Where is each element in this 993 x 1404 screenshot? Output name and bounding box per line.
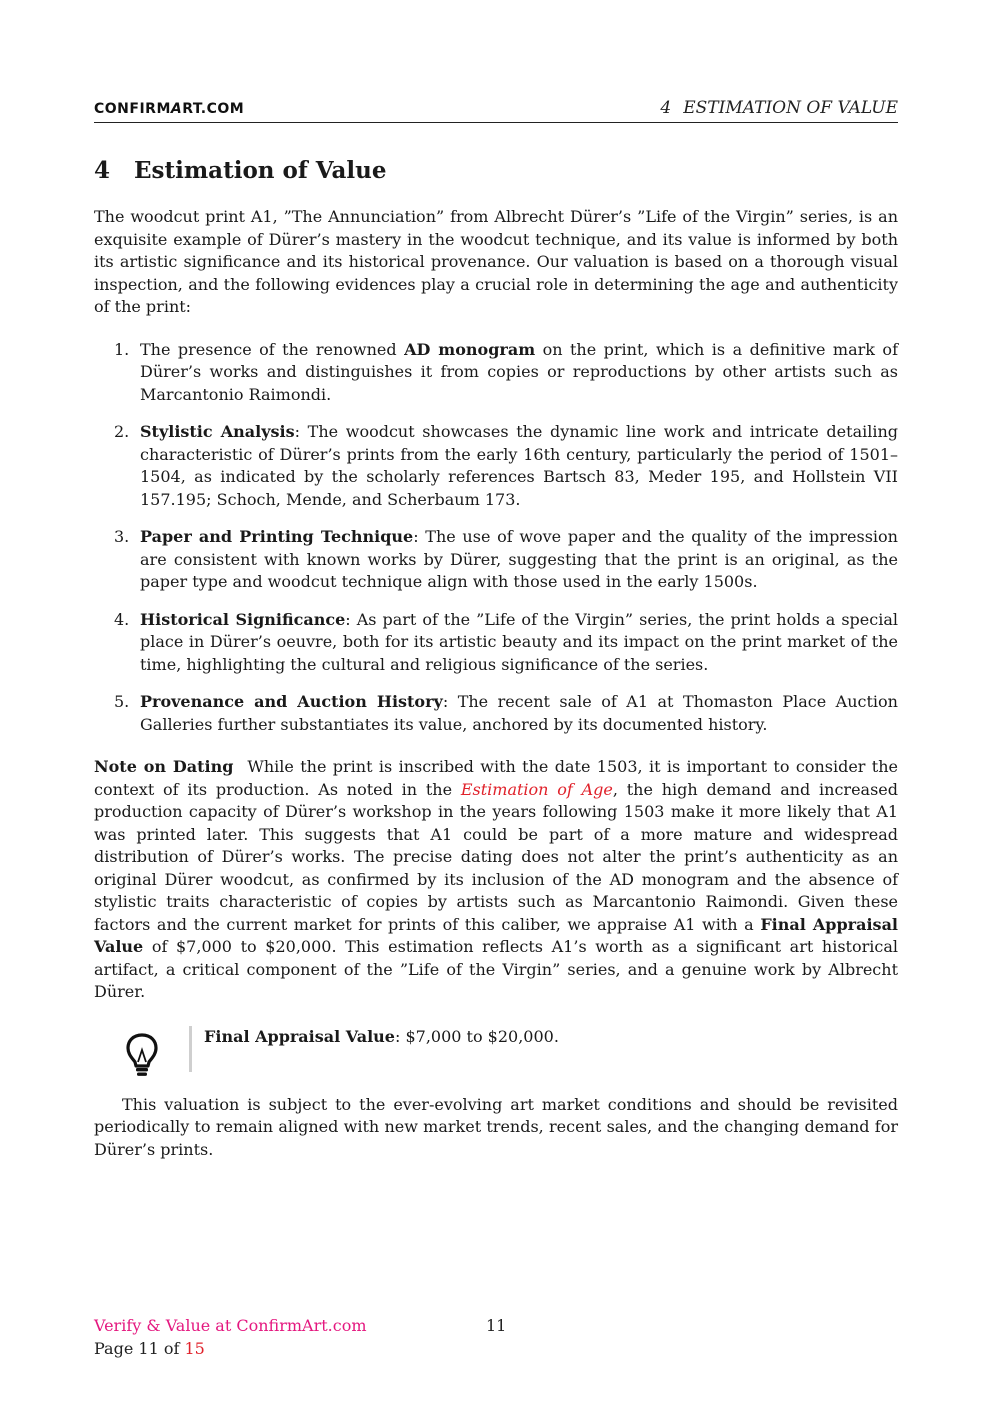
section-number: 4 xyxy=(94,157,111,184)
list-item xyxy=(94,609,898,677)
note-bold-term: Final Appraisal Value xyxy=(94,914,899,956)
running-head xyxy=(660,98,898,118)
evidence-list xyxy=(94,339,898,737)
footer-page-number: 11 xyxy=(486,1316,507,1335)
page-header xyxy=(94,98,898,123)
list-item xyxy=(94,526,898,594)
closing-paragraph: This valuation is subject to the ever-evolving art market conditions and should be revisited periodically to remain aligned with new market trends, recent sales, and the changing demand for Dürer’s prints. xyxy=(94,1094,898,1159)
callout-text xyxy=(204,1026,559,1049)
list-item xyxy=(94,421,898,511)
list-item-number: 2. xyxy=(114,422,130,441)
note-text: , the high demand and increased production capacity of Dürer’s workshop in the years following 1503 make it more likely that A1 was printed later. This suggests that A1 could be part of a more mature and widespread distribution of Dürer’s works. The precise dating does not alter the print’s authenticity as an original Dürer woodcut, as confirmed by its inclusion of the AD monogram and the absence of stylistic traits characteristic of copies by artists such as Marcantonio Raimondi. Given these factors and the current market for prints of this caliber, we appraise A1 with a xyxy=(94,779,899,934)
note-paragraph xyxy=(94,756,898,1004)
list-item-number: 3. xyxy=(114,527,130,546)
list-item-bold-term: Paper and Printing Technique xyxy=(140,527,414,546)
callout-label: Final Appraisal Value xyxy=(204,1026,395,1046)
footer-page-count xyxy=(94,1339,205,1358)
note-text: While the print is inscribed with the date 1503, it is important to consider the context of its production. As noted in the xyxy=(94,757,899,799)
logo-text-a: A xyxy=(170,101,183,117)
list-item-text: on the print, which is a definitive mark of Dürer’s works and distinguishes it from copies or reproductions by other artists such as Marcantonio Raimondi. xyxy=(140,339,898,404)
list-item-bold-term: AD monogram xyxy=(404,339,536,359)
section-title: Estimation of Value xyxy=(134,157,387,184)
list-item xyxy=(94,691,898,736)
logo-text-suffix: RT.COM xyxy=(182,101,245,117)
callout-value: : $7,000 to $20,000. xyxy=(394,1026,559,1046)
page-count-prefix: Page 11 of xyxy=(94,1339,185,1358)
list-item-number: 1. xyxy=(114,339,130,359)
list-item-text: : The woodcut showcases the dynamic line work and intricate detailing characteristic of Dürer’s prints from the early 16th century, particularly the period of 1501–1504, as indicated by the scholarly references Bartsch 83, Meder 195, and Hollstein VII 157.195; Schoch, Mende, and Scherbaum 173. xyxy=(140,422,899,509)
list-item-text: : As part of the ”Life of the Virgin” series, the print holds a special place in Dürer’s oeuvre, both for its artistic beauty and its impact on the print market of the time, highlighting the cultural and religious significance of the series. xyxy=(140,609,899,674)
list-item-bold-term: Stylistic Analysis xyxy=(140,422,295,441)
list-item-bold-term: Historical Significance xyxy=(140,609,346,629)
page-content xyxy=(94,154,898,1161)
list-item-bold-term: Provenance and Auction History xyxy=(140,692,443,711)
list-item-number: 5. xyxy=(114,692,130,711)
note-text: of $7,000 to $20,000. This estimation reflects A1’s worth as a significant art historical artifact, a critical component of the ”Life of the Virgin” series, and a genuine work by Albrecht Dürer. xyxy=(94,937,898,1001)
intro-paragraph: The woodcut print A1, ”The Annunciation” from Albrecht Dürer’s ”Life of the Virgin” series, is an exquisite example of Dürer’s mastery in the woodcut technique, and its value is informed by both its artistic significance and its historical provenance. Our valuation is based on a thorough visual inspection, and the following evidences play a crucial role in determining the age and authenticity of the print: xyxy=(94,207,898,316)
section-heading xyxy=(94,154,898,188)
list-item-text: : The use of wove paper and the quality of the impression are consistent with known works by Dürer, suggesting that the print is an original, as the paper type and woodcut technique align with those used in the early 1500s. xyxy=(140,527,898,591)
list-item-text: The presence of the renowned xyxy=(140,339,405,359)
list-item-number: 4. xyxy=(114,609,130,629)
appraisal-callout xyxy=(94,1026,898,1072)
estimation-of-age-link[interactable]: Estimation of Age xyxy=(460,779,613,799)
callout-divider xyxy=(189,1026,192,1072)
note-title: Note on Dating xyxy=(94,757,234,776)
lightbulb-icon xyxy=(124,1032,160,1078)
list-item-text: : The recent sale of A1 at Thomaston Place Auction Galleries further substantiates its value, anchored by its documented history. xyxy=(140,692,898,734)
running-head-number: 4 xyxy=(660,98,672,118)
list-item xyxy=(94,339,898,407)
footer-link[interactable]: Verify & Value at ConfirmArt.com xyxy=(94,1316,367,1335)
confirmart-logo[interactable] xyxy=(94,101,244,117)
running-head-title: ESTIMATION OF VALUE xyxy=(683,98,898,118)
logo-text-prefix: CONFIRM xyxy=(94,101,171,117)
page-total-link[interactable]: 15 xyxy=(184,1339,205,1358)
